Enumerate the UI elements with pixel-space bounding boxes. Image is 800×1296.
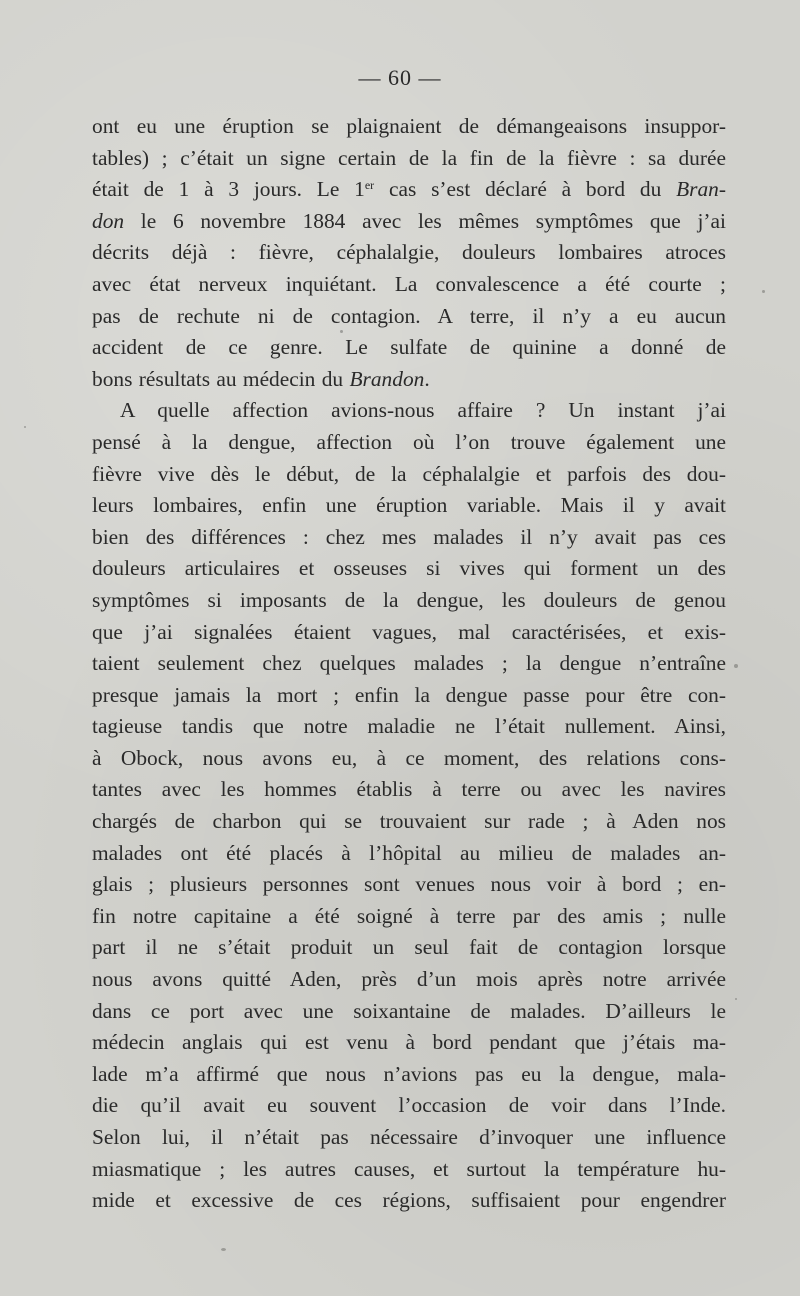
text-line: médecin anglais qui est venu à bord pendant que j’étais ma- <box>92 1030 726 1055</box>
text-fragment: le 6 novembre 1884 avec les mêmes symptômes que j’ai <box>124 208 726 233</box>
text-line: décrits déjà : fièvre, céphalalgie, douleurs lombaires atroces <box>92 240 726 265</box>
text-line: leurs lombaires, enfin une éruption variable. Mais il y avait <box>92 493 726 518</box>
text-line: tables) ; c’était un signe certain de la fin de la fièvre : sa durée <box>92 145 726 170</box>
text-line: miasmatique ; les autres causes, et surtout la température hu- <box>92 1156 726 1181</box>
text-line: mide et excessive de ces régions, suffisaient pour engendrer <box>92 1188 726 1213</box>
text-line: glais ; plusieurs personnes sont venues nous voir à bord ; en- <box>92 872 726 897</box>
ship-name-italic: Bran- <box>676 177 726 202</box>
text-line: malades ont été placés à l’hôpital au milieu de malades an- <box>92 840 726 865</box>
text-line <box>92 206 726 238</box>
text-line <box>92 364 726 396</box>
text-line: que j’ai signalées étaient vagues, mal caractérisées, et exis- <box>92 619 726 644</box>
text-line: chargés de charbon qui se trouvaient sur rade ; à Aden nos <box>92 809 726 834</box>
text-line: presque jamais la mort ; enfin la dengue passe pour être con- <box>92 682 726 707</box>
text-fragment: . <box>424 366 430 391</box>
text-fragment: cas s’est déclaré à bord du <box>374 177 677 202</box>
text-line: tantes avec les hommes établis à terre ou avec les navires <box>92 777 726 802</box>
body-text <box>92 111 726 1217</box>
text-line: bien des différences : chez mes malades il n’y avait pas ces <box>92 524 726 549</box>
text-line: part il ne s’était produit un seul fait de contagion lorsque <box>92 935 726 960</box>
text-line: A quelle affection avions-nous affaire ? Un instant j’ai <box>120 398 726 423</box>
text-line: tagieuse tandis que notre maladie ne l’était nullement. Ainsi, <box>92 714 726 739</box>
text-line: ont eu une éruption se plaignaient de démangeaisons insuppor- <box>92 114 726 138</box>
text-line: die qu’il avait eu souvent l’occasion de voir dans l’Inde. <box>92 1093 726 1118</box>
text-line: nous avons quitté Aden, près d’un mois après notre arrivée <box>92 967 726 992</box>
text-fragment: bons résultats au médecin du <box>92 366 350 391</box>
text-line: douleurs articulaires et osseuses si vives qui forment un des <box>92 556 726 581</box>
text-line: lade m’a affirmé que nous n’avions pas eu la dengue, mala- <box>92 1061 726 1086</box>
text-line <box>92 174 726 206</box>
text-line: à Obock, nous avons eu, à ce moment, des relations cons- <box>92 745 726 770</box>
ship-name-italic: Brandon <box>349 366 425 391</box>
superscript: er <box>364 178 375 193</box>
text-fragment: était de 1 à 3 jours. Le 1 <box>92 177 365 202</box>
page-number: — 60 — <box>358 65 442 90</box>
text-line: fièvre vive dès le début, de la céphalalgie et parfois des dou- <box>92 461 726 486</box>
ship-name-italic: don <box>92 208 125 233</box>
text-line: fin notre capitaine a été soigné à terre par des amis ; nulle <box>92 903 726 928</box>
text-line: Selon lui, il n’était pas nécessaire d’invoquer une influence <box>92 1125 726 1149</box>
text-line: pas de rechute ni de contagion. A terre, il n’y a eu aucun <box>92 303 726 328</box>
text-line: pensé à la dengue, affection où l’on trouve également une <box>92 429 726 454</box>
text-line: taient seulement chez quelques malades ; la dengue n’entraîne <box>92 651 726 676</box>
text-line: avec état nerveux inquiétant. La convalescence a été courte ; <box>92 271 726 296</box>
text-line: symptômes si imposants de la dengue, les douleurs de genou <box>92 587 726 612</box>
text-line: dans ce port avec une soixantaine de malades. D’ailleurs le <box>92 998 726 1023</box>
text-line: accident de ce genre. Le sulfate de quinine a donné de <box>92 335 726 360</box>
